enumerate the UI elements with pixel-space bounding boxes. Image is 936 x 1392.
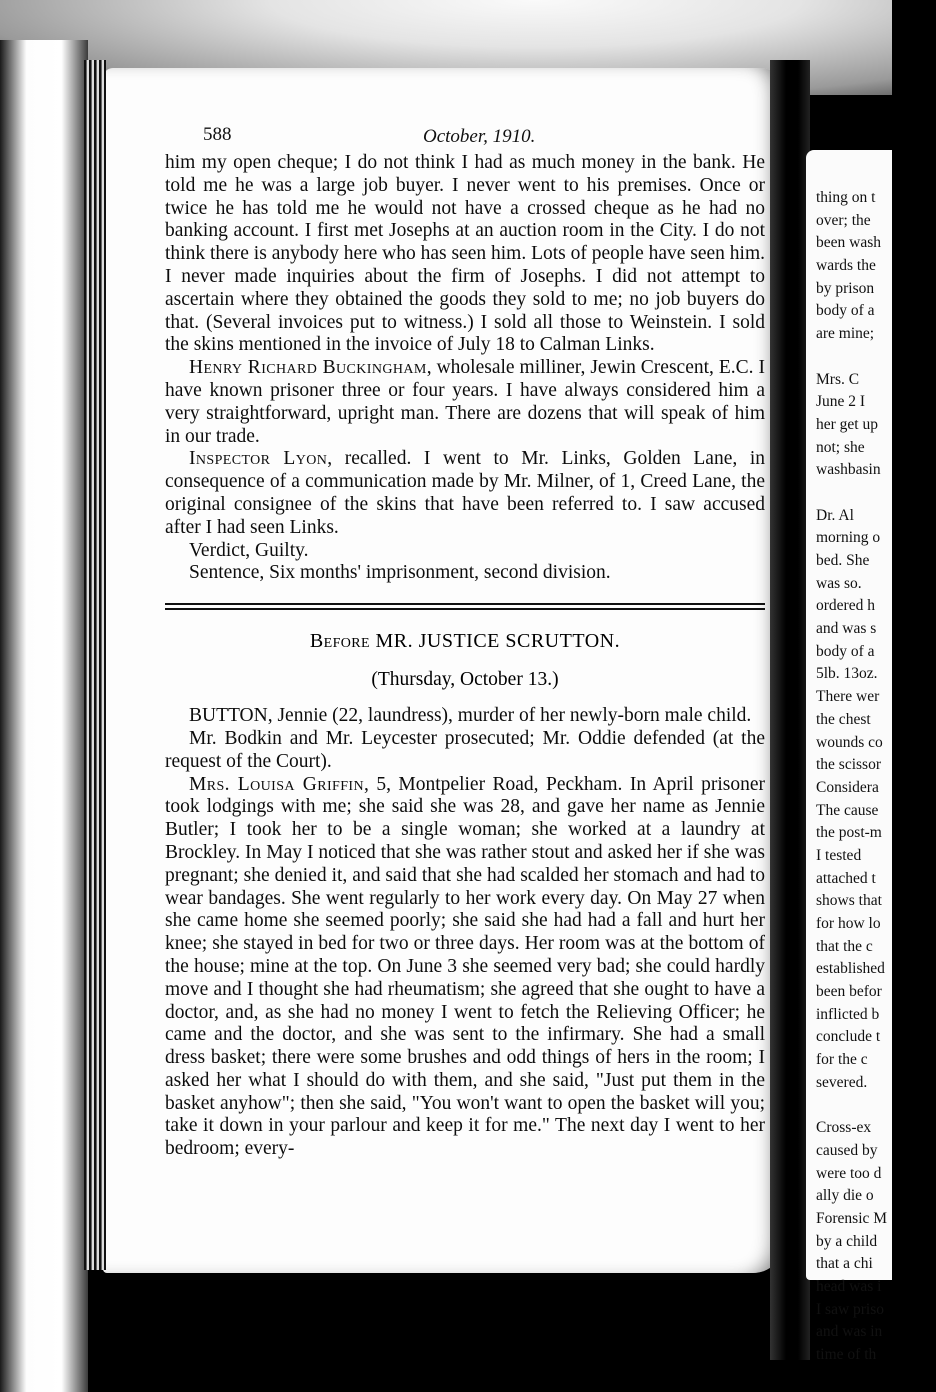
right-page bbox=[806, 150, 892, 1364]
right-page-line bbox=[816, 1095, 936, 1118]
first-case-text bbox=[165, 152, 765, 585]
court-heading-justice: MR. JUSTICE SCRUTTON. bbox=[375, 630, 621, 653]
witness-buckingham bbox=[165, 357, 765, 448]
right-page-line: attached t bbox=[816, 869, 876, 887]
right-page-line: ordered h bbox=[816, 597, 875, 615]
right-page-line: body of a bbox=[816, 302, 875, 320]
right-page-line: been befor bbox=[816, 983, 882, 1001]
left-page-content bbox=[165, 118, 765, 1161]
right-page-line: and was in bbox=[816, 1323, 883, 1341]
right-page-line: the scissor bbox=[816, 756, 882, 774]
witness-lyon bbox=[165, 448, 765, 539]
right-page-line: Forensic M bbox=[816, 1209, 888, 1227]
right-page-line: the post-m bbox=[816, 824, 882, 842]
right-page-line: for how lo bbox=[816, 915, 881, 932]
witness-testimony: , 5, Montpelier Road, Peckham. In April prisoner took lodgings with me; she said she was 28, and gave her name as Jennie Butler; I took her to be a single woman; she worked at a laundry at Brockley. In May I noticed that she was rather stout and asked her if she was pregnant; she denied it, and said that she had scalded her stomach and had to wear bandages. She went regularly to her work every day. On May 27 when she came home she seemed poorly; she said she had had a fall and hurt her knee; she stayed in bed for two or three days. Her room was at the bottom of the house; mine at the top. On June 3 she seemed very bad; she could hardly move and I thought she had rheumatism; she agreed that she ought to have a doctor, and, as she had no money I went to fetch the Relieving Officer; he came and the doctor, and she was sent to the infirmary. She had a small dress basket; there were some brushes and odd things of hers in the room; I asked her what I should do with them, and she said, "Just put them in the basket anyhow"; then she said, "You won't want to open the basket will you; take it down in your parlour and keep it for me." The next day I went to her bedroom; every- bbox=[165, 773, 765, 1160]
right-page-line: inflicted b bbox=[816, 1005, 880, 1023]
right-page-line: body of a bbox=[816, 642, 875, 660]
court-date: (Thursday, October 13.) bbox=[371, 669, 559, 691]
right-page-line: Cross-ex bbox=[816, 1119, 872, 1137]
right-page-line: for the c bbox=[816, 1051, 868, 1069]
counsel: Mr. Bodkin and Mr. Leycester prosecuted; Mr. Oddie defended (at the request of the Court). bbox=[165, 727, 765, 772]
right-page-line bbox=[816, 346, 936, 369]
right-page-line: her get up bbox=[816, 415, 878, 433]
witness-testimony: , recalled. I went to Mr. Links, Golden Lane, in consequence of a communication made by Mr. Milner, of 1, Creed Lane, the original consignee of the skins that have been referred to. I saw accused after I had seen Links. bbox=[165, 448, 766, 538]
right-page-line: washbasin bbox=[816, 461, 881, 479]
right-page-line: wards the bbox=[816, 257, 876, 275]
witness-griffin bbox=[165, 774, 765, 1162]
right-page-line: the chest bbox=[816, 710, 871, 728]
right-page-line: over; the bbox=[816, 211, 871, 229]
right-page-line: time of th bbox=[816, 1346, 877, 1364]
right-page-line: ally die o bbox=[816, 1187, 874, 1205]
right-page-line: that the c bbox=[816, 937, 873, 955]
running-head-date: October, 1910. bbox=[423, 126, 536, 147]
right-page-line: conclude t bbox=[816, 1028, 881, 1046]
right-page-line: Mrs. C bbox=[816, 370, 860, 388]
right-page-line: There wer bbox=[816, 688, 880, 706]
right-page-line: Dr. Al bbox=[816, 506, 854, 524]
witness-name: Mrs. Louisa Griffin bbox=[189, 773, 364, 795]
witness-name: Inspector Lyon bbox=[189, 448, 328, 470]
sentence: Sentence, Six months' imprisonment, second division. bbox=[189, 562, 611, 584]
court-heading-before: Before bbox=[309, 630, 370, 653]
right-page-line: established bbox=[816, 960, 885, 978]
indictment: BUTTON, Jennie (22, laundress), murder of her newly-born male child. bbox=[189, 705, 752, 727]
right-page-line bbox=[816, 482, 936, 505]
right-page-line: The cause bbox=[816, 801, 879, 819]
page-edges-binding bbox=[84, 60, 106, 1270]
right-page-line: shows that bbox=[816, 892, 882, 910]
divider-line bbox=[165, 603, 765, 605]
right-page-line: was so. bbox=[816, 574, 862, 592]
right-page-line: I saw priso bbox=[816, 1300, 885, 1318]
book-gutter bbox=[770, 60, 810, 1360]
right-page-line: wounds co bbox=[816, 733, 883, 751]
second-case-text bbox=[165, 705, 765, 1161]
right-page-line: June 2 I bbox=[816, 393, 866, 411]
right-page-line: not; she bbox=[816, 438, 865, 456]
right-page-line: morning o bbox=[816, 529, 881, 547]
verdict: Verdict, Guilty. bbox=[189, 539, 309, 561]
right-page-fragments bbox=[816, 187, 936, 1367]
witness-name: Henry Richard Buckingham bbox=[189, 357, 427, 379]
right-page-line: by prison bbox=[816, 279, 875, 297]
testimony-paragraph: him my open cheque; I do not think I had as much money in the bank. He told me he was a large job buyer. I never went to his premises. Once or twice he has told me he would not have a crossed cheque as he had no banking account. I first met Josephs at an auction room in the City. I do not think there is anybody here who has seen him. Lots of people have seen him. I never made inquiries about the firm of Josephs. I did not attempt to ascertain where they obtained the goods they sold to me; no job buyers do that. (Several invoices put to witness.) I sold all those to Weinstein. I sold the skins mentioned in the invoice of July 18 to Calman Links. bbox=[165, 152, 766, 356]
right-page-line: 5lb. 13oz. bbox=[816, 665, 878, 683]
running-head bbox=[165, 118, 765, 152]
right-page-line: were too d bbox=[816, 1164, 882, 1182]
right-page-line: are mine; bbox=[816, 325, 875, 343]
page-number: 588 bbox=[203, 124, 232, 145]
right-page-line: severed. bbox=[816, 1073, 868, 1091]
right-page-line: caused by bbox=[816, 1141, 878, 1159]
witness-testimony: , wholesale milliner, Jewin Crescent, E.C. I have known prisoner three or four years. I have always considered him a very straightforward, upright man. There are dozens that will speak of him in our trade. bbox=[165, 357, 765, 447]
right-page-line: Considera bbox=[816, 778, 879, 796]
right-page-line: and was s bbox=[816, 620, 877, 638]
right-page-line: by a child bbox=[816, 1232, 878, 1250]
right-page-line: thing on t bbox=[816, 189, 876, 206]
right-page-line: I tested bbox=[816, 846, 862, 864]
right-page-line: head was i bbox=[816, 1278, 882, 1295]
section-divider bbox=[165, 603, 765, 610]
right-page-line: been wash bbox=[816, 234, 881, 252]
book-left-edge bbox=[0, 40, 88, 1392]
court-heading bbox=[165, 630, 765, 653]
right-page-line: bed. She bbox=[816, 552, 870, 569]
right-page-line: that a chi bbox=[816, 1255, 873, 1273]
divider-line bbox=[165, 608, 765, 610]
